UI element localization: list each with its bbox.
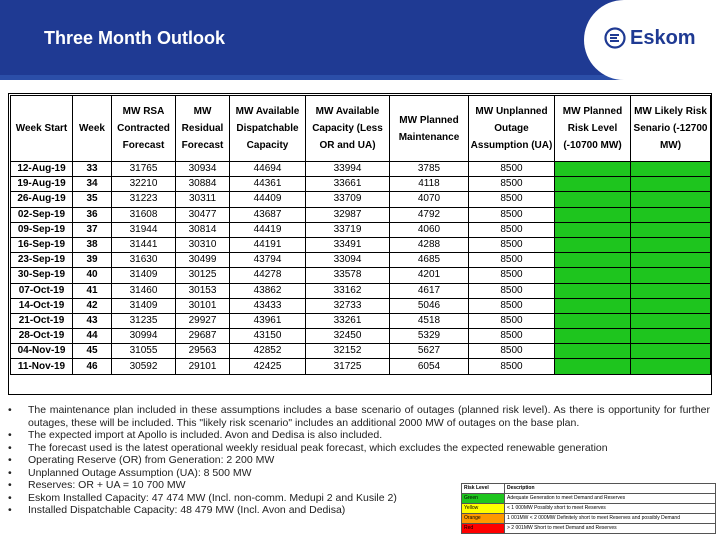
- table-cell: 4792: [390, 207, 469, 222]
- table-cell: 29563: [176, 344, 230, 359]
- bullet-icon: •: [8, 404, 12, 416]
- table-cell: 30592: [112, 359, 176, 374]
- table-cell: 31441: [112, 237, 176, 252]
- note-item: [8, 467, 710, 480]
- risk-cell: [631, 237, 711, 252]
- column-header: MW Planned Maintenance: [390, 96, 469, 162]
- table-cell: 4288: [390, 237, 469, 252]
- risk-cell: [555, 313, 631, 328]
- bullet-icon: •: [8, 466, 12, 479]
- table-cell: 4617: [390, 283, 469, 298]
- column-header: MW Available Capacity (Less OR and UA): [306, 96, 390, 162]
- table-cell: 31944: [112, 222, 176, 237]
- table-cell: 8500: [469, 222, 555, 237]
- note-item: [8, 442, 710, 455]
- risk-legend-table: [461, 483, 716, 534]
- table-cell: 43961: [230, 313, 306, 328]
- risk-cell: [631, 222, 711, 237]
- table-cell: 5046: [390, 298, 469, 313]
- table-cell: 28-Oct-19: [11, 329, 73, 344]
- bullet-icon: •: [8, 441, 12, 454]
- table-cell: 31460: [112, 283, 176, 298]
- table-cell: 31608: [112, 207, 176, 222]
- note-text: Unplanned Outage Assumption (UA): 8 500 MW: [28, 466, 252, 479]
- table-cell: 30311: [176, 192, 230, 207]
- table-cell: 14-Oct-19: [11, 298, 73, 313]
- column-header: Week: [73, 96, 112, 162]
- table-cell: 30125: [176, 268, 230, 283]
- table-row: [11, 192, 711, 207]
- risk-cell: [555, 162, 631, 177]
- legend-description: < 1 000MW Possibly short to meet Reserves: [505, 504, 716, 514]
- note-text: Eskom Installed Capacity: 47 474 MW (Incl. non-comm. Medupi 2 and Kusile 2): [28, 491, 397, 504]
- table-cell: 33162: [306, 283, 390, 298]
- risk-cell: [555, 222, 631, 237]
- table-cell: 32987: [306, 207, 390, 222]
- table-cell: 5329: [390, 329, 469, 344]
- table-cell: 12-Aug-19: [11, 162, 73, 177]
- table-cell: 8500: [469, 162, 555, 177]
- table-cell: 32152: [306, 344, 390, 359]
- table-cell: 09-Sep-19: [11, 222, 73, 237]
- table-cell: 4201: [390, 268, 469, 283]
- table-cell: 3785: [390, 162, 469, 177]
- legend-row: [462, 524, 716, 534]
- table-cell: 29927: [176, 313, 230, 328]
- risk-cell: [631, 283, 711, 298]
- table-cell: 44191: [230, 237, 306, 252]
- table-cell: 46: [73, 359, 112, 374]
- column-header: MW Likely Risk Senario (-12700 MW): [631, 96, 711, 162]
- table-cell: 31409: [112, 268, 176, 283]
- table-cell: 33994: [306, 162, 390, 177]
- column-header: MW Available Dispatchable Capacity: [230, 96, 306, 162]
- table-cell: 30-Sep-19: [11, 268, 73, 283]
- table-cell: 43: [73, 313, 112, 328]
- risk-cell: [631, 329, 711, 344]
- table-cell: 32210: [112, 177, 176, 192]
- column-header: MW Planned Risk Level (-10700 MW): [555, 96, 631, 162]
- risk-cell: [555, 237, 631, 252]
- table-cell: 31235: [112, 313, 176, 328]
- table-cell: 33719: [306, 222, 390, 237]
- note-text: Reserves: OR + UA = 10 700 MW: [28, 479, 186, 491]
- table-cell: 30310: [176, 237, 230, 252]
- legend-header-level: Risk Level: [462, 484, 505, 494]
- table-cell: 31055: [112, 344, 176, 359]
- table-cell: 45: [73, 344, 112, 359]
- note-text: Operating Reserve (OR) from Generation: 2 200 MW: [28, 454, 275, 466]
- table-cell: 8500: [469, 253, 555, 268]
- bullet-icon: •: [8, 429, 12, 441]
- risk-cell: [555, 192, 631, 207]
- table-row: [11, 207, 711, 222]
- table-cell: 04-Nov-19: [11, 344, 73, 359]
- outlook-table: [10, 95, 711, 375]
- table-row: [11, 253, 711, 268]
- table-cell: 29687: [176, 329, 230, 344]
- table-cell: 8500: [469, 207, 555, 222]
- note-text: Installed Dispatchable Capacity: 48 479 MW (Incl. Avon and Dedisa): [28, 504, 346, 516]
- table-cell: 43862: [230, 283, 306, 298]
- table-cell: 02-Sep-19: [11, 207, 73, 222]
- table-cell: 8500: [469, 344, 555, 359]
- table-cell: 5627: [390, 344, 469, 359]
- table-row: [11, 162, 711, 177]
- table-cell: 32733: [306, 298, 390, 313]
- table-cell: 33261: [306, 313, 390, 328]
- table-cell: 4060: [390, 222, 469, 237]
- table-cell: 44: [73, 329, 112, 344]
- table-cell: 8500: [469, 283, 555, 298]
- table-cell: 26-Aug-19: [11, 192, 73, 207]
- table-header-row: [11, 96, 711, 162]
- table-cell: 39: [73, 253, 112, 268]
- table-cell: 43433: [230, 298, 306, 313]
- table-cell: 30153: [176, 283, 230, 298]
- note-item: [8, 429, 710, 442]
- risk-cell: [555, 177, 631, 192]
- table-cell: 30994: [112, 329, 176, 344]
- column-header: MW Unplanned Outage Assumption (UA): [469, 96, 555, 162]
- risk-cell: [555, 344, 631, 359]
- table-cell: 42: [73, 298, 112, 313]
- table-cell: 32450: [306, 329, 390, 344]
- risk-cell: [555, 253, 631, 268]
- table-cell: 40: [73, 268, 112, 283]
- table-row: [11, 344, 711, 359]
- risk-cell: [631, 207, 711, 222]
- note-text: The maintenance plan included in these assumptions includes a base scenario of outages (planned risk level). As there is opportunity for further outages, these will be included. This "likely risk scenario" includes an additional 2000 MW of outages on the base plan.: [28, 404, 710, 429]
- table-cell: 42852: [230, 344, 306, 359]
- risk-cell: [631, 162, 711, 177]
- risk-cell: [631, 313, 711, 328]
- risk-cell: [631, 359, 711, 374]
- table-cell: 33491: [306, 237, 390, 252]
- table-cell: 30477: [176, 207, 230, 222]
- table-cell: 30884: [176, 177, 230, 192]
- table-cell: 36: [73, 207, 112, 222]
- outlook-table-container: [8, 93, 712, 395]
- risk-cell: [631, 268, 711, 283]
- table-cell: 4685: [390, 253, 469, 268]
- table-row: [11, 329, 711, 344]
- table-cell: 33: [73, 162, 112, 177]
- table-row: [11, 268, 711, 283]
- note-text: The expected import at Apollo is included. Avon and Dedisa is also included.: [28, 429, 383, 441]
- legend-level: Red: [462, 524, 505, 534]
- table-cell: 44409: [230, 192, 306, 207]
- table-cell: 11-Nov-19: [11, 359, 73, 374]
- risk-cell: [555, 359, 631, 374]
- risk-cell: [555, 268, 631, 283]
- table-cell: 44278: [230, 268, 306, 283]
- table-row: [11, 222, 711, 237]
- column-header: Week Start: [11, 96, 73, 162]
- table-cell: 30814: [176, 222, 230, 237]
- column-header: MW RSA Contracted Forecast: [112, 96, 176, 162]
- bullet-icon: •: [8, 491, 12, 504]
- legend-description: 1 001MW < 2 000MW Definitely short to meet Reserves and possibly Demand: [505, 514, 716, 524]
- legend-row: [462, 494, 716, 504]
- table-cell: 30101: [176, 298, 230, 313]
- table-cell: 31765: [112, 162, 176, 177]
- table-row: [11, 313, 711, 328]
- risk-cell: [631, 253, 711, 268]
- legend-header-description: Description: [505, 484, 716, 494]
- table-cell: 43794: [230, 253, 306, 268]
- table-cell: 44419: [230, 222, 306, 237]
- logo-text: Eskom: [630, 27, 696, 49]
- table-cell: 33709: [306, 192, 390, 207]
- risk-cell: [555, 329, 631, 344]
- legend-row: [462, 504, 716, 514]
- table-cell: 16-Sep-19: [11, 237, 73, 252]
- table-cell: 4518: [390, 313, 469, 328]
- table-cell: 31223: [112, 192, 176, 207]
- table-cell: 33094: [306, 253, 390, 268]
- bullet-icon: •: [8, 479, 12, 491]
- table-cell: 44694: [230, 162, 306, 177]
- page-title: Three Month Outlook: [44, 28, 225, 48]
- bullet-icon: •: [8, 504, 12, 516]
- table-cell: 4070: [390, 192, 469, 207]
- table-cell: 31725: [306, 359, 390, 374]
- legend-row: [462, 514, 716, 524]
- table-cell: 29101: [176, 359, 230, 374]
- table-cell: 8500: [469, 177, 555, 192]
- table-cell: 4118: [390, 177, 469, 192]
- legend-level: Yellow: [462, 504, 505, 514]
- table-cell: 31630: [112, 253, 176, 268]
- table-cell: 8500: [469, 268, 555, 283]
- table-cell: 8500: [469, 298, 555, 313]
- risk-cell: [555, 283, 631, 298]
- table-cell: 30934: [176, 162, 230, 177]
- risk-cell: [555, 207, 631, 222]
- table-cell: 37: [73, 222, 112, 237]
- table-cell: 38: [73, 237, 112, 252]
- table-cell: 8500: [469, 237, 555, 252]
- risk-cell: [631, 177, 711, 192]
- table-cell: 23-Sep-19: [11, 253, 73, 268]
- table-body: [11, 162, 711, 375]
- table-cell: 8500: [469, 313, 555, 328]
- note-text: The forecast used is the latest operational weekly residual peak forecast, which excludes the expected renewable generation: [28, 441, 608, 454]
- table-cell: 30499: [176, 253, 230, 268]
- legend-header-row: [462, 484, 716, 494]
- table-cell: 07-Oct-19: [11, 283, 73, 298]
- legend-description: Adequate Generation to meet Demand and Reserves: [505, 494, 716, 504]
- table-cell: 31409: [112, 298, 176, 313]
- table-cell: 6054: [390, 359, 469, 374]
- table-cell: 8500: [469, 359, 555, 374]
- table-cell: 8500: [469, 192, 555, 207]
- eskom-logo-icon: [604, 27, 626, 49]
- legend-level: Green: [462, 494, 505, 504]
- note-item: [8, 404, 710, 429]
- table-row: [11, 359, 711, 374]
- risk-cell: [555, 298, 631, 313]
- table-cell: 44361: [230, 177, 306, 192]
- table-cell: 19-Aug-19: [11, 177, 73, 192]
- table-cell: 33578: [306, 268, 390, 283]
- table-cell: 41: [73, 283, 112, 298]
- table-cell: 42425: [230, 359, 306, 374]
- table-row: [11, 177, 711, 192]
- column-header: MW Residual Forecast: [176, 96, 230, 162]
- table-row: [11, 237, 711, 252]
- table-cell: 8500: [469, 329, 555, 344]
- legend-description: > 2 001MW Short to meet Demand and Reserves: [505, 524, 716, 534]
- risk-cell: [631, 192, 711, 207]
- table-cell: 43150: [230, 329, 306, 344]
- risk-cell: [631, 344, 711, 359]
- table-cell: 43687: [230, 207, 306, 222]
- risk-cell: [631, 298, 711, 313]
- table-cell: 34: [73, 177, 112, 192]
- legend-level: Orange: [462, 514, 505, 524]
- table-cell: 35: [73, 192, 112, 207]
- table-cell: 33661: [306, 177, 390, 192]
- table-row: [11, 283, 711, 298]
- table-cell: 21-Oct-19: [11, 313, 73, 328]
- bullet-icon: •: [8, 454, 12, 466]
- note-item: [8, 454, 710, 467]
- table-row: [11, 298, 711, 313]
